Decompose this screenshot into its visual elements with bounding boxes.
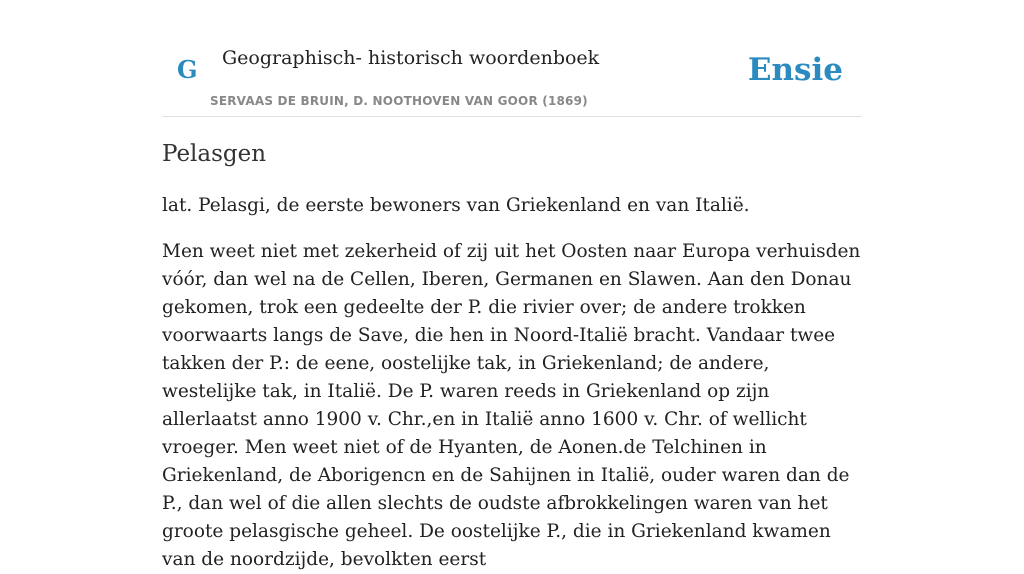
book-logo-letter[interactable]: G (177, 55, 198, 84)
entry-title: Pelasgen (162, 141, 267, 167)
entry-body-paragraph: Men weet niet met zekerheid of zij uit het Oosten naar Europa verhuisden vóór, dan wel na de Cellen, Iberen, Germanen en Slawen. Aan den Donau gekomen, trok een gedeelte der P. die rivier over; de andere trokken voorwaarts langs de Save, die hen in Noord-Italië bracht. Vandaar twee takken der P.: de eene, oostelijke tak, in Griekenland; de andere, westelijke tak, in Italië. De P. waren reeds in Griekenland op zijn allerlaatst anno 1900 v. Chr.,en in Italië anno 1600 v. Chr. of wellicht vroeger. Men weet niet of de Hyanten, de Aonen.de Telchinen in Griekenland, de Aborigencn en de Sahijnen in Italië, ouder waren dan de P., dan wel of die allen slechts de oudste afbrokkelingen waren van het groote pelasgische geheel. De oostelijke P., die in Griekenland kwamen van de noordzijde, bevolkten eerst (162, 241, 861, 570)
book-title-link[interactable]: Geographisch- historisch woordenboek (222, 47, 600, 69)
entry-intro-paragraph: lat. Pelasgi, de eerste bewoners van Griekenland en van Italië. (162, 195, 750, 216)
book-authors: SERVAAS DE BRUIN, D. NOOTHOVEN VAN GOOR (1869) (210, 94, 588, 108)
ensie-logo[interactable]: Ensie (747, 52, 843, 88)
header (162, 0, 862, 117)
entry-content (162, 136, 862, 570)
